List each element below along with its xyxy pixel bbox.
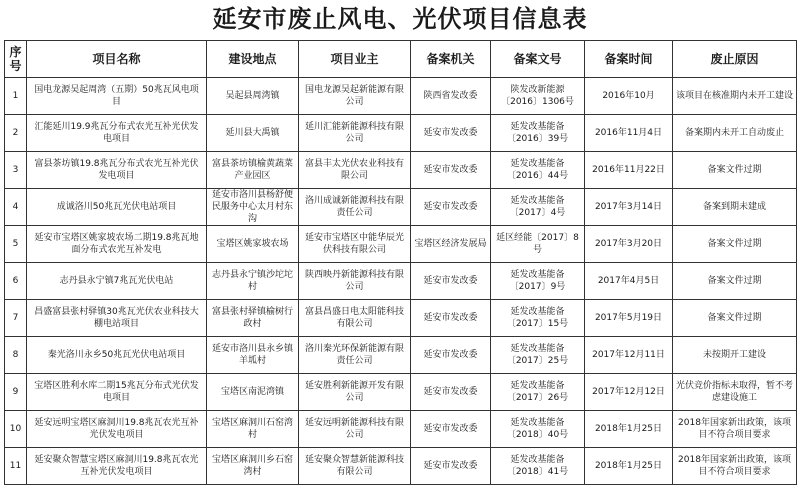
header-row [5,41,797,78]
table-row [5,374,797,411]
cell-index: 11 [5,448,27,485]
cell-authority: 延安市发改委 [411,374,491,411]
cell-owner: 延安胜利新能源开发有限公司 [299,374,411,411]
header-doc-number: 备案文号 [491,41,585,78]
cell-location: 延川县大禹镇 [207,115,299,152]
cell-index: 3 [5,152,27,189]
cell-doc-number: 延发改基能备〔2017〕9号 [491,263,585,300]
table-body [5,78,797,485]
cell-index: 9 [5,374,27,411]
cell-index: 1 [5,78,27,115]
cell-doc-number: 延发改基能备〔2018〕40号 [491,411,585,448]
cell-project-name: 秦光洛川永乡50兆瓦光伏电站项目 [27,337,207,374]
cell-location: 延安市洛川县杨舒便民服务中心太月村东沟 [207,189,299,226]
cell-project-name: 延安远明宝塔区麻洞川19.8兆瓦农光互补光伏发电项目 [27,411,207,448]
cell-record-date: 2017年12月12日 [585,374,673,411]
cell-record-date: 2016年11月22日 [585,152,673,189]
cell-project-name: 昌盛富县张村驿镇30兆瓦光伏农业科技大棚电站项目 [27,300,207,337]
cell-authority: 延安市发改委 [411,448,491,485]
table-row [5,226,797,263]
table-row [5,115,797,152]
cell-reason: 光伏竞价指标未取得，暂不考虑建设施工 [673,374,797,411]
cell-record-date: 2016年11月4日 [585,115,673,152]
cell-record-date: 2017年5月19日 [585,300,673,337]
cell-authority: 延安市发改委 [411,115,491,152]
table-row [5,263,797,300]
cell-index: 8 [5,337,27,374]
cell-location: 志丹县永宁镇沙坨坨村 [207,263,299,300]
cell-owner: 洛川成诚新能源科技有限责任公司 [299,189,411,226]
cell-doc-number: 陕发改新能源〔2016〕1306号 [491,78,585,115]
table-row [5,448,797,485]
cell-doc-number: 延区经能〔2017〕8号 [491,226,585,263]
table-row [5,411,797,448]
cell-authority: 延安市发改委 [411,152,491,189]
cell-record-date: 2018年1月25日 [585,411,673,448]
header-reason: 废止原因 [673,41,797,78]
cell-reason: 2018年国家新出政策，该项目不符合项目要求 [673,448,797,485]
table-row [5,189,797,226]
table-row [5,300,797,337]
cell-reason: 备案期内未开工自动废止 [673,115,797,152]
cell-authority: 延安市发改委 [411,263,491,300]
cell-location: 宝塔区麻洞川乡石窑湾村 [207,448,299,485]
cell-project-name: 汇能延川19.9兆瓦分布式农光互补光伏发电项目 [27,115,207,152]
cell-owner: 延川汇能新能源科技有限公司 [299,115,411,152]
cell-authority: 宝塔区经济发展局 [411,226,491,263]
table-row [5,152,797,189]
cell-location: 宝塔区南泥湾镇 [207,374,299,411]
cell-doc-number: 延发改基能备〔2017〕4号 [491,189,585,226]
cell-record-date: 2018年1月25日 [585,448,673,485]
cell-reason: 备案文件过期 [673,226,797,263]
cell-project-name: 延安聚众智慧宝塔区麻洞川19.8兆瓦农光互补光伏发电项目 [27,448,207,485]
cell-authority: 延安市发改委 [411,189,491,226]
cell-owner: 洛川秦光环保新能源有限责任公司 [299,337,411,374]
page-title: 延安市废止风电、光伏项目信息表 [212,5,588,33]
cell-index: 5 [5,226,27,263]
header-owner: 项目业主 [299,41,411,78]
cell-location: 富县茶坊镇榆黄蔬菜产业园区 [207,152,299,189]
cell-owner: 富县丰太光伏农业科技有限公司 [299,152,411,189]
cell-record-date: 2017年4月5日 [585,263,673,300]
cell-owner: 陕西映丹新能源科技有限公司 [299,263,411,300]
cell-doc-number: 延发改基能备〔2018〕41号 [491,448,585,485]
header-authority: 备案机关 [411,41,491,78]
header-index: 序号 [5,41,27,78]
header-project-name: 项目名称 [27,41,207,78]
cell-record-date: 2017年3月20日 [585,226,673,263]
cell-reason: 未按期开工建设 [673,337,797,374]
cell-authority: 陕西省发改委 [411,78,491,115]
cell-project-name: 延安市宝塔区姚家坡农场二期19.8兆瓦地面分布式农光互补发电 [27,226,207,263]
cell-record-date: 2016年10月 [585,78,673,115]
cell-doc-number: 延发改基能备〔2017〕15号 [491,300,585,337]
cell-project-name: 国电龙源吴起周湾（五期）50兆瓦风电项目 [27,78,207,115]
cell-doc-number: 延发改基能备〔2016〕39号 [491,115,585,152]
header-record-date: 备案时间 [585,41,673,78]
cell-project-name: 富县茶坊镇19.8兆瓦分布式农光互补光伏发电项目 [27,152,207,189]
cell-owner: 延安聚众智慧新能源科技有限公司 [299,448,411,485]
cell-project-name: 宝塔区胜利水库二期15兆瓦分布式光伏发电项目 [27,374,207,411]
cell-owner: 延安远明新能源科技有限公司 [299,411,411,448]
cell-reason: 备案文件过期 [673,300,797,337]
cell-index: 4 [5,189,27,226]
cell-owner: 延安市宝塔区中能华辰光伏科技有限公司 [299,226,411,263]
cell-record-date: 2017年12月11日 [585,337,673,374]
cell-location: 延安市洛川县永乡镇羊坬村 [207,337,299,374]
cell-authority: 延安市发改委 [411,300,491,337]
cell-index: 10 [5,411,27,448]
cell-location: 宝塔区姚家坡农场 [207,226,299,263]
cell-location: 吴起县周湾镇 [207,78,299,115]
cell-reason: 2018年国家新出政策，该项目不符合项目要求 [673,411,797,448]
info-table [4,40,797,485]
cell-reason: 备案到期未建成 [673,189,797,226]
cell-reason: 备案文件过期 [673,152,797,189]
cell-authority: 延安市发改委 [411,337,491,374]
cell-doc-number: 延发改基能备〔2017〕26号 [491,374,585,411]
cell-index: 6 [5,263,27,300]
cell-location: 富县张村驿镇榆树行政村 [207,300,299,337]
cell-record-date: 2017年3月14日 [585,189,673,226]
table-row [5,337,797,374]
cell-reason: 备案文件过期 [673,263,797,300]
cell-owner: 富县昌盛日电太阳能科技有限公司 [299,300,411,337]
cell-project-name: 成诚洛川50兆瓦光伏电站项目 [27,189,207,226]
cell-doc-number: 延发改基能备〔2017〕25号 [491,337,585,374]
cell-index: 7 [5,300,27,337]
table-row [5,78,797,115]
cell-project-name: 志丹县永宁镇7兆瓦光伏电站 [27,263,207,300]
cell-owner: 国电龙源吴起新能源有限公司 [299,78,411,115]
cell-location: 宝塔区麻洞川石窑湾村 [207,411,299,448]
header-location: 建设地点 [207,41,299,78]
cell-reason: 该项目在核准期内未开工建设 [673,78,797,115]
cell-authority: 延安市发改委 [411,411,491,448]
cell-index: 2 [5,115,27,152]
cell-doc-number: 延发改基能备〔2016〕44号 [491,152,585,189]
